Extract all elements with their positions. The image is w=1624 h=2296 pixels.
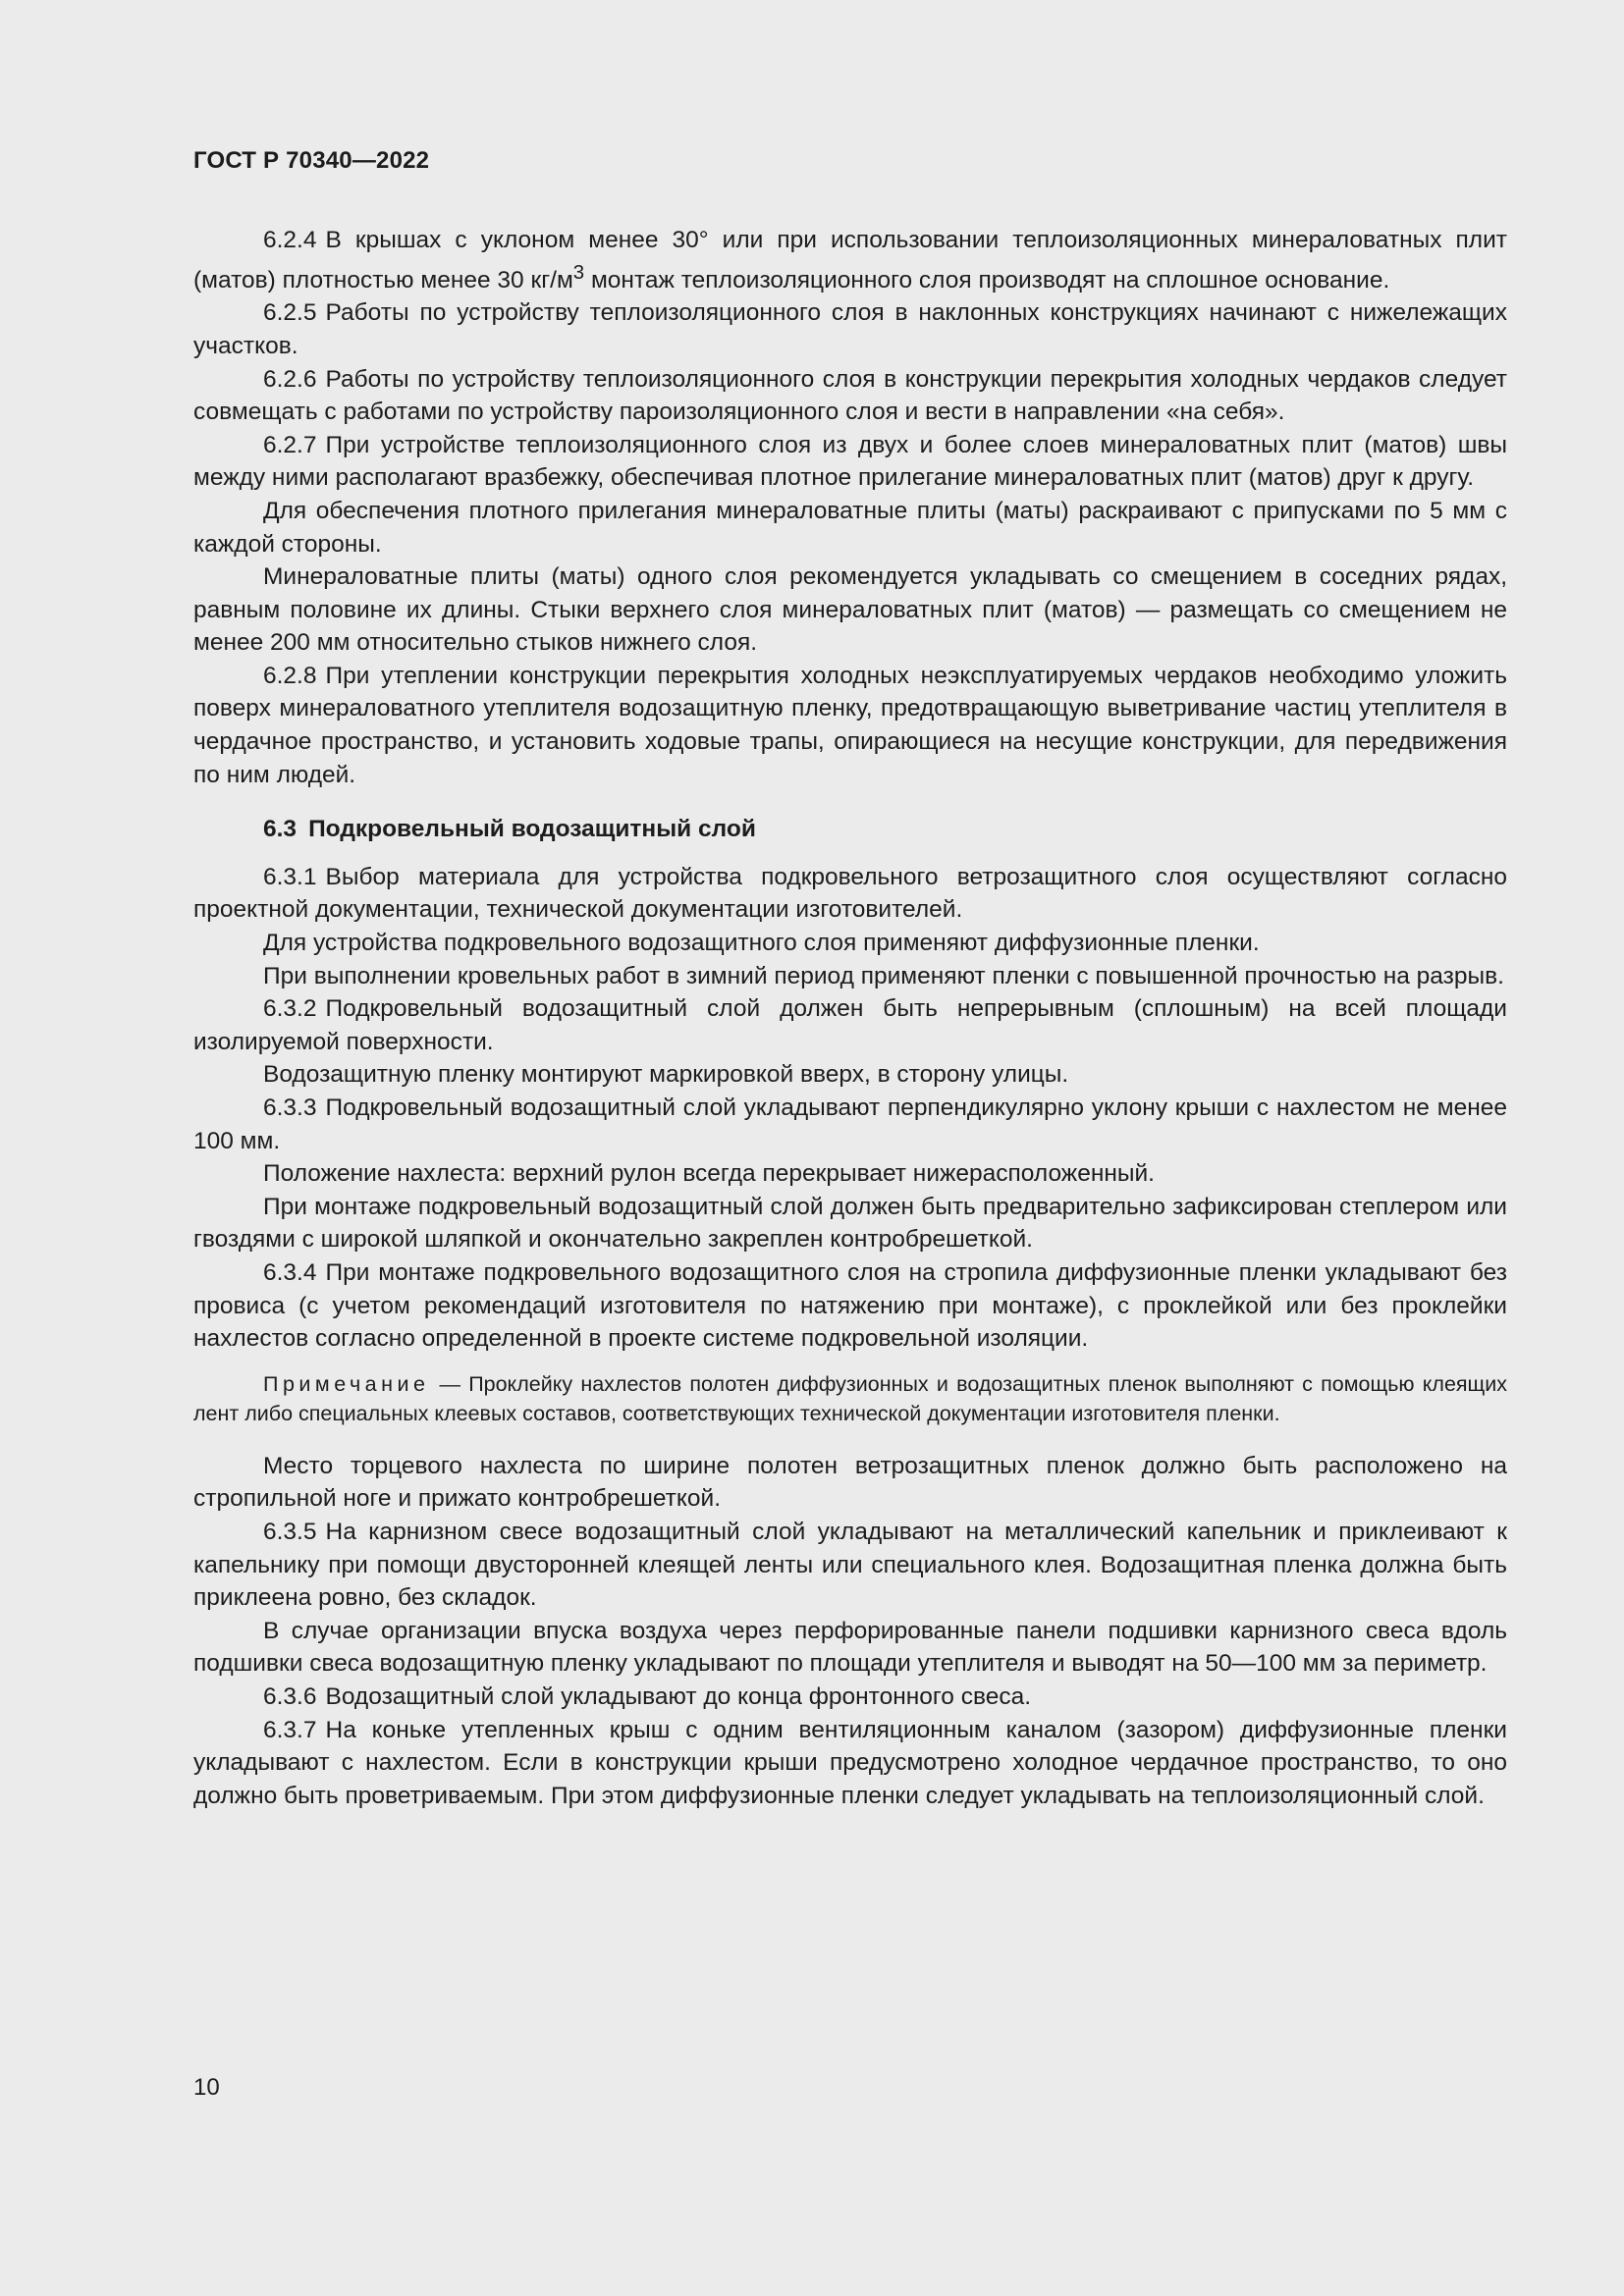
paragraph-text: При монтаже подкровельного водозащитного слоя на стропила диффузионные пленки укладывают без провиса (с учетом рекомендаций изготовителя по натяжению при монтаже), с проклейкой или без проклейки нахлестов согласно определенной в проекте системе подкровельной изоляции.	[193, 1258, 1507, 1353]
paragraph-6-2-4	[193, 224, 1507, 296]
paragraph-6-2-8	[193, 660, 1507, 791]
paragraph-text: В крышах с уклоном менее 30° или при использовании теплоизоляционных минераловатных плит (матов) плотностью менее 30 кг/м	[193, 227, 1507, 294]
paragraph-text: Подкровельный водозащитный слой должен быть непрерывным (сплошным) на всей площади изолируемой поверхности.	[193, 995, 1507, 1055]
paragraph-text: Место торцевого нахлеста по ширине полотен ветрозащитных пленок должно быть расположено на стропильной ноге и прижато контробрешеткой.	[193, 1452, 1507, 1513]
paragraph-text: При монтаже подкровельный водозащитный слой должен быть предварительно зафиксирован степлером или гвоздями с широкой шляпкой и окончательно закреплен контробрешеткой.	[193, 1193, 1507, 1254]
paragraph-6-2-7	[193, 429, 1507, 495]
document-code-header: ГОСТ Р 70340—2022	[193, 147, 430, 174]
clause-number: 6.3.4	[263, 1258, 317, 1286]
section-heading-6-3	[193, 813, 1507, 846]
paragraph-text-block	[193, 1615, 1507, 1681]
paragraph-text: Работы по устройству теплоизоляционного слоя в наклонных конструкциях начинают с нижележащих участков.	[193, 299, 1507, 359]
paragraph-text: Подкровельный водозащитный слой укладывают перпендикулярно уклону крыши с нахлестом не менее 100 мм.	[193, 1095, 1507, 1154]
paragraph-text-block	[193, 561, 1507, 660]
paragraph-text-block	[193, 1450, 1507, 1516]
clause-number: 6.2.4	[263, 227, 317, 253]
paragraph-text: На коньке утепленных крыш с одним вентиляционным каналом (зазором) диффузионные пленки укладывают с нахлестом. Если в конструкции крыши предусмотрено холодное чердачное пространство, то оно должно быть проветриваемым. При этом диффузионные пленки следует укладывать на теплоизоляционный слой.	[193, 1716, 1507, 1809]
clause-number: 6.3.6	[263, 1682, 317, 1710]
paragraph-text: На карнизном свесе водозащитный слой укладывают на металлический капельник и приклеивают к капельнику при помощи двусторонней клеящей ленты или специального клея. Водозащитная пленка должна быть приклеена ровно, без складок.	[193, 1518, 1507, 1612]
clause-number: 6.2.6	[263, 365, 317, 393]
paragraph-6-3-5	[193, 1516, 1507, 1615]
paragraph-6-2-6	[193, 363, 1507, 429]
paragraph-text: Выбор материала для устройства подкровельного ветрозащитного слоя осуществляют согласно проектной документации, технической документации изготовителей.	[193, 863, 1507, 924]
paragraph-6-3-3	[193, 1092, 1507, 1157]
document-body	[193, 224, 1507, 1812]
clause-number: 6.3.7	[263, 1716, 317, 1743]
paragraph-text: Водозащитный слой укладывают до конца фронтонного свеса.	[325, 1682, 1032, 1710]
paragraph-6-3-1	[193, 861, 1507, 927]
paragraph-text-block	[193, 495, 1507, 561]
paragraph-text: Минераловатные плиты (маты) одного слоя рекомендуется укладывать со смещением в соседних рядах, равным половине их длины. Стыки верхнего слоя минераловатных плит (матов) — размещать со смещением не менее 200 мм относительно стыков нижнего слоя.	[193, 563, 1507, 657]
paragraph-text-block	[193, 1157, 1507, 1191]
page-number: 10	[193, 2074, 220, 2101]
paragraph-text: При утеплении конструкции перекрытия холодных неэксплуатируемых чердаков необходимо уложить поверх минераловатного утеплителя водозащитную пленку, предотвращающую выветривание частиц утеплителя в чердачное пространство, и установить ходовые трапы, опирающиеся на несущие конструкции, для передвижения по ним людей.	[193, 662, 1507, 788]
paragraph-text: Водозащитную пленку монтируют маркировкой вверх, в сторону улицы.	[263, 1061, 1069, 1089]
paragraph-text-block	[193, 1058, 1507, 1092]
note-label: Примечание	[263, 1371, 430, 1396]
paragraph-text: В случае организации впуска воздуха через перфорированные панели подшивки карнизного свеса вдоль подшивки свеса водозащитную пленку укладывают по площади утеплителя и выводят на 50—100 мм за периметр.	[193, 1617, 1507, 1678]
clause-number: 6.3.1	[263, 863, 317, 890]
section-title: Подкровельный водозащитный слой	[308, 816, 756, 843]
clause-number: 6.3.2	[263, 995, 317, 1023]
clause-number: 6.2.8	[263, 662, 317, 689]
paragraph-6-3-4	[193, 1256, 1507, 1356]
superscript: 3	[572, 261, 585, 284]
paragraph-text-block	[193, 927, 1507, 960]
note-block	[193, 1369, 1507, 1428]
paragraph-text: Для устройства подкровельного водозащитного слоя применяют диффузионные пленки.	[263, 930, 1260, 957]
clause-number: 6.2.7	[263, 431, 317, 458]
paragraph-text-block	[193, 1191, 1507, 1256]
clause-number: 6.3.3	[263, 1095, 317, 1121]
paragraph-text: Для обеспечения плотного прилегания минераловатные плиты (маты) раскраивают с припусками по 5 мм с каждой стороны.	[193, 497, 1507, 558]
paragraph-6-3-2	[193, 992, 1507, 1058]
paragraph-text: Работы по устройству теплоизоляционного слоя в конструкции перекрытия холодных чердаков следует совмещать с работами по устройству пароизоляционного слоя и вести в направлении «на себя».	[193, 365, 1507, 426]
clause-number: 6.3.5	[263, 1518, 317, 1545]
paragraph-6-3-7	[193, 1714, 1507, 1813]
paragraph-text: При устройстве теплоизоляционного слоя из двух и более слоев минераловатных плит (матов) швы между ними располагают вразбежку, обеспечивая плотное прилегание минераловатных плит (матов) друг к другу.	[193, 431, 1507, 492]
clause-number: 6.2.5	[263, 299, 317, 327]
paragraph-6-2-5	[193, 296, 1507, 362]
paragraph-text: При выполнении кровельных работ в зимний период применяют пленки с повышенной прочностью на разрыв.	[263, 962, 1504, 989]
note-text: — Проклейку нахлестов полотен диффузионных и водозащитных пленок выполняют с помощью клеящих лент либо специальных клеевых составов, соответствующих технической документации изготовителя пленки.	[193, 1371, 1507, 1425]
paragraph-text-block	[193, 960, 1507, 993]
paragraph-6-3-6	[193, 1681, 1507, 1714]
paragraph-text: монтаж теплоизоляционного слоя производят на сплошное основание.	[584, 266, 1390, 294]
section-number: 6.3	[263, 816, 298, 843]
paragraph-text: Положение нахлеста: верхний рулон всегда перекрывает нижерасположенный.	[263, 1160, 1155, 1188]
